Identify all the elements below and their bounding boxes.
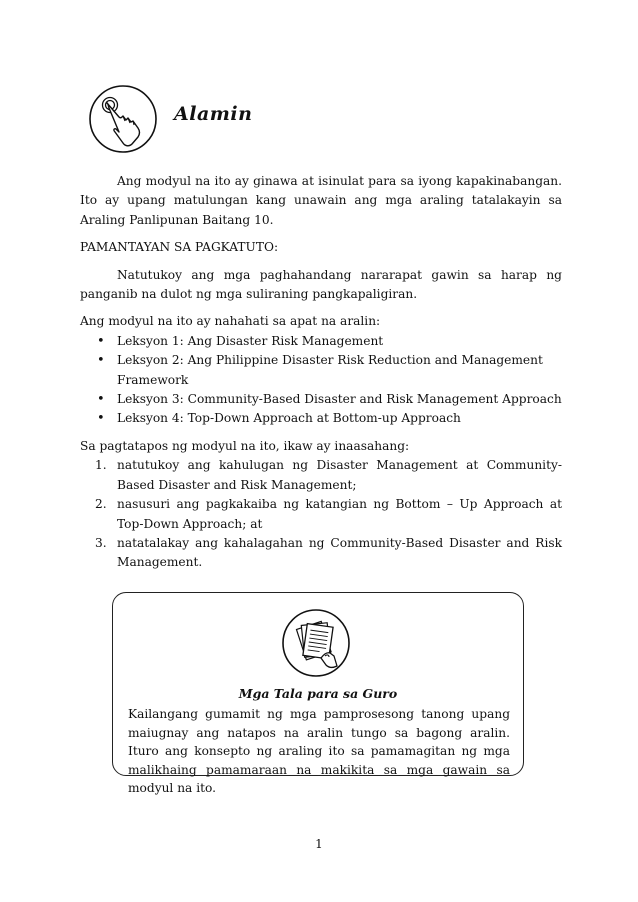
item-number: 3. — [95, 535, 107, 550]
list-item: • Leksyon 1: Ang Disaster Risk Management — [80, 332, 562, 351]
teacher-notes-text: Kailangang gumamit ng mga pamprosesong tanong upang maiugnay ang natapos na aralin tungo sa bagong aralin. Ituro ang konsepto ng araling ito sa pamamagitan ng mga malikhaing pamamaraan na makikita sa mga gawain sa modyul na ito. — [128, 707, 510, 795]
item-text: natutukoy ang kahulugan ng Disaster Management at Community-Based Disaster and Risk Management; — [117, 458, 562, 492]
standard-text: Natutukoy ang mga paghahandang nararapat gawin sa harap ng panganib na dulot ng mga suliraning pangkapaligiran. — [80, 267, 562, 302]
list-item: • Leksyon 4: Top-Down Approach at Bottom-up Approach — [80, 409, 562, 428]
section-title: Alamin — [174, 103, 253, 125]
item-number: 2. — [95, 497, 107, 512]
lesson-list — [80, 332, 562, 429]
objective-list — [80, 456, 562, 572]
intro-paragraph: Ang modyul na ito ay ginawa at isinulat para sa iyong kapakinabangan. Ito ay upang matulungan kang unawain ang mga araling tatalakayin sa Araling Panlipunan Baitang 10. — [80, 174, 562, 227]
item-text: nasusuri ang pagkakaiba ng katangian ng Bottom – Up Approach at Top-Down Approach; at — [117, 497, 562, 531]
list-item: • Leksyon 2: Ang Philippine Disaster Risk Reduction and Management Framework — [80, 351, 562, 390]
standard-label: PAMANTAYAN SA PAGKATUTO: — [80, 240, 279, 255]
page-number: 1 — [315, 837, 323, 851]
list-item — [80, 534, 562, 573]
module-content — [80, 172, 562, 573]
touch-finger-icon — [88, 84, 158, 154]
list-item: • Leksyon 3: Community-Based Disaster and Risk Management Approach — [80, 390, 562, 409]
teacher-notes-title: Mga Tala para sa Guro — [238, 686, 398, 701]
lessons-intro: Ang modyul na ito ay nahahati sa apat na aralin: — [80, 314, 381, 329]
item-number: 1. — [95, 458, 107, 473]
objectives-intro: Sa pagtatapos ng modyul na ito, ikaw ay inaasahang: — [80, 438, 410, 453]
list-item — [80, 456, 562, 495]
papers-in-hand-icon — [281, 608, 351, 678]
item-text: natatalakay ang kahalagahan ng Community-Based Disaster and Risk Management. — [117, 535, 562, 570]
list-item — [80, 495, 562, 534]
